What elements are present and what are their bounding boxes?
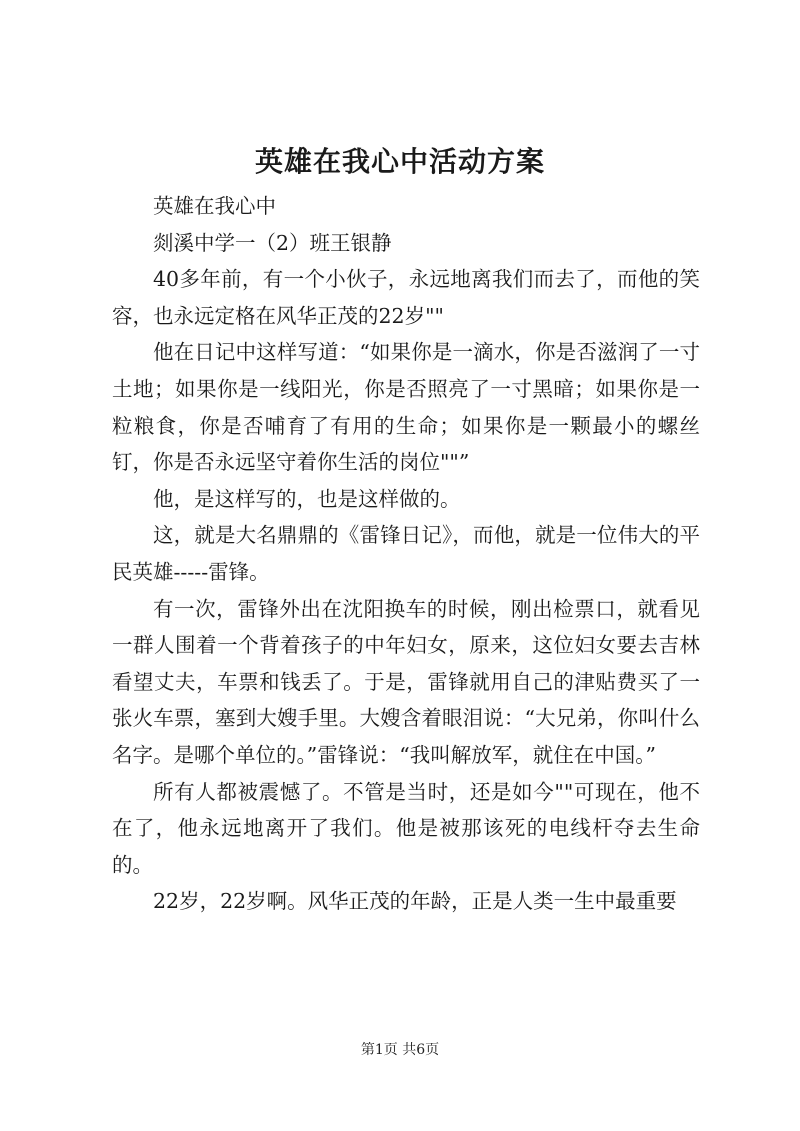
paragraph: 40多年前，有一个小伙子，永远地离我们而去了，而他的笑容，也永远定格在风华正茂的22岁""	[112, 267, 700, 328]
paragraph: 剡溪中学一（2）班王银静	[153, 230, 392, 255]
paragraph: 有一次，雷锋外出在沈阳换车的时候，刚出检票口，就看见一群人围着一个背着孩子的中年妇女，原来，这位妇女要去吉林看望丈夫，车票和钱丢了。于是，雷锋就用自己的津贴费买了一张火车票，塞到大嫂手里。大嫂含着眼泪说：“大兄弟，你叫什么名字。是哪个单位的。”雷锋说：“我叫解放军，就住在中国。”	[112, 596, 700, 767]
paragraph: 这，就是大名鼎鼎的《雷锋日记》，而他，就是一位伟大的平民英雄-----雷锋。	[112, 523, 700, 584]
page-footer: 第1页 共6页	[360, 1042, 440, 1058]
paragraph: 英雄在我心中	[153, 194, 276, 218]
paragraph: 所有人都被震憾了。不管是当时，还是如今""可现在，他不在了，他永远地离开了我们。他是被那该死的电线杆夺去生命的。	[112, 779, 700, 877]
paragraph: 他在日记中这样写道：“如果你是一滴水，你是否滋润了一寸土地；如果你是一线阳光，你是否照亮了一寸黑暗；如果你是一粒粮食，你是否哺育了有用的生命；如果你是一颗最小的螺丝钉，你是否永远坚守着你生活的岗位""”	[112, 340, 700, 475]
document-body	[112, 188, 700, 920]
paragraph: 22岁，22岁啊。风华正茂的年龄，正是人类一生中最重要	[153, 889, 677, 914]
document-title: 英雄在我心中活动方案	[254, 145, 545, 178]
paragraph: 他，是这样写的，也是这样做的。	[153, 486, 461, 511]
